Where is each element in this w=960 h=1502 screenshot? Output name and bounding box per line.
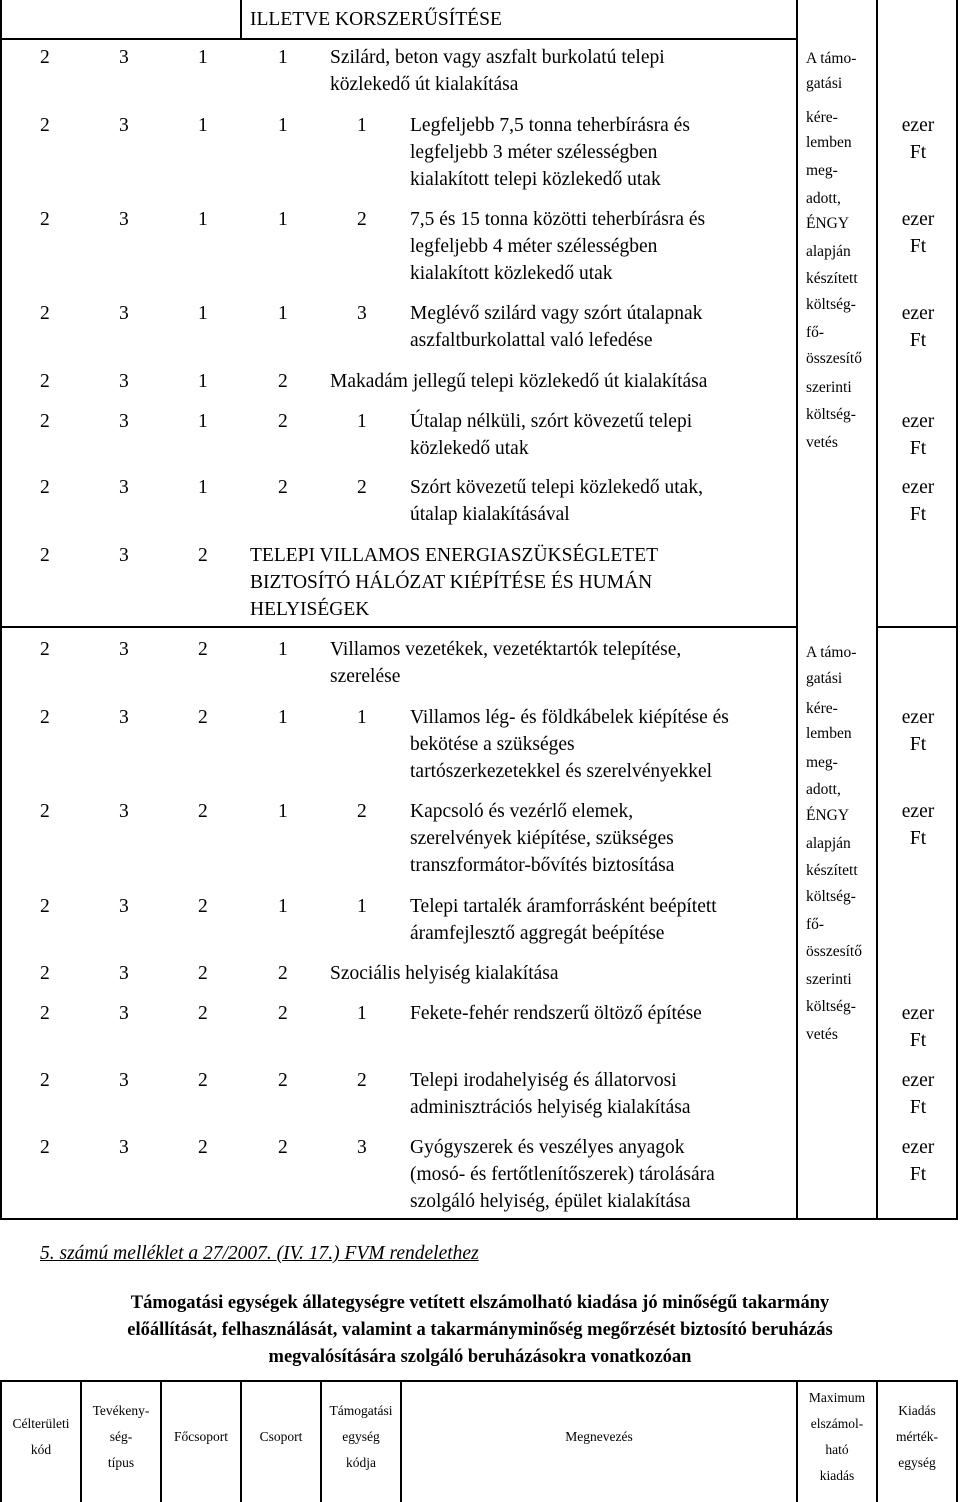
note-line: szerinti <box>806 971 852 988</box>
note-line: lemben <box>806 134 852 151</box>
note-line: összesítő <box>806 943 862 960</box>
code-digit: 2 <box>198 1137 208 1158</box>
header-text: Tevékeny- <box>92 1403 150 1418</box>
code-digit: 2 <box>40 545 50 566</box>
block1-left-border <box>0 0 2 628</box>
code-digit: 3 <box>119 1003 129 1024</box>
header-text: egység <box>898 1455 936 1470</box>
unit-label: ezer <box>901 303 935 324</box>
code-digit: 1 <box>357 411 367 432</box>
block1-divider-c <box>876 0 878 628</box>
unit-label: Ft <box>909 1030 927 1051</box>
code-digit: 2 <box>278 1137 288 1158</box>
code-digit: 1 <box>278 303 288 324</box>
code-digit: 1 <box>198 47 208 68</box>
row-text-line: Útalap nélküli, szórt kövezetű telepi <box>410 411 693 432</box>
row-text-line: közlekedő utak <box>410 438 529 459</box>
code-digit: 2 <box>198 963 208 984</box>
unit-label: ezer <box>901 1137 935 1158</box>
row-text-line: kialakított telepi közlekedő utak <box>410 169 661 190</box>
code-digit: 3 <box>119 303 129 324</box>
row-text-line: (mosó- és fertőtlenítőszerek) tárolására <box>410 1164 715 1185</box>
code-digit: 3 <box>119 477 129 498</box>
unit-label: ezer <box>901 411 935 432</box>
code-digit: 3 <box>119 371 129 392</box>
header-text: Célterületi <box>12 1416 70 1431</box>
row-text-line: legfeljebb 4 méter szélességben <box>410 236 658 257</box>
row-text-line: szolgáló helyiség, épület kialakítása <box>410 1191 691 1212</box>
row-text-line: Meglévő szilárd vagy szórt útalapnak <box>410 303 703 324</box>
row-text-line: Makadám jellegű telepi közlekedő út kialakítása <box>330 371 708 392</box>
code-digit: 2 <box>357 477 367 498</box>
row-text-line: áramfejlesztő aggregát beépítése <box>410 923 665 944</box>
code-digit: 2 <box>40 707 50 728</box>
row-text-line: adminisztrációs helyiség kialakítása <box>410 1097 691 1118</box>
row-text-line: BIZTOSÍTÓ HÁLÓZAT KIÉPÍTÉSE ÉS HUMÁN <box>250 572 653 593</box>
row-text-line: útalap kialakításával <box>410 504 570 525</box>
row-text-line: transzformátor-bővítés biztosítása <box>410 855 675 876</box>
row-text-line: közlekedő út kialakítása <box>330 74 519 95</box>
code-digit: 1 <box>357 707 367 728</box>
note-line: vetés <box>806 434 838 451</box>
block2-right-border <box>956 626 958 1220</box>
code-digit: 1 <box>198 115 208 136</box>
header-text: Csoport <box>259 1429 303 1444</box>
code-digit: 1 <box>278 896 288 917</box>
code-digit: 1 <box>278 209 288 230</box>
header-text: egység <box>342 1429 380 1444</box>
code-digit: 3 <box>119 707 129 728</box>
unit-label: Ft <box>909 504 927 525</box>
code-digit: 2 <box>40 303 50 324</box>
code-digit: 3 <box>357 303 367 324</box>
unit-label: Ft <box>909 438 927 459</box>
row-text-line: Villamos lég- és földkábelek kiépítése és <box>410 707 729 728</box>
code-digit: 1 <box>198 371 208 392</box>
code-digit: 2 <box>40 1003 50 1024</box>
code-digit: 2 <box>40 371 50 392</box>
row-text-line: Szociális helyiség kialakítása <box>330 963 559 984</box>
code-digit: 3 <box>119 209 129 230</box>
block1-divider-a <box>240 0 242 40</box>
row-text-line: legfeljebb 3 méter szélességben <box>410 142 658 163</box>
annex-title-line: megvalósítására szolgáló beruházásokra vonatkozóan <box>268 1347 692 1367</box>
row-text-line: bekötése a szükséges <box>410 734 575 755</box>
note-line: költség- <box>806 888 856 905</box>
code-digit: 2 <box>278 371 288 392</box>
code-digit: 1 <box>278 115 288 136</box>
header-text: ható <box>825 1442 849 1457</box>
code-digit: 1 <box>198 303 208 324</box>
code-digit: 2 <box>198 1070 208 1091</box>
code-digit: 1 <box>357 115 367 136</box>
unit-label: Ft <box>909 1097 927 1118</box>
code-digit: 2 <box>198 896 208 917</box>
unit-label: ezer <box>901 801 935 822</box>
note-line: készített <box>806 270 858 287</box>
code-digit: 1 <box>198 477 208 498</box>
code-digit: 2 <box>40 1137 50 1158</box>
code-digit: 1 <box>198 209 208 230</box>
note-line: költség- <box>806 296 856 313</box>
note-line: készített <box>806 862 858 879</box>
note-line: A támo- <box>806 50 857 67</box>
code-digit: 1 <box>278 801 288 822</box>
row-text-line: Szórt kövezetű telepi közlekedő utak, <box>410 477 703 498</box>
code-digit: 3 <box>119 801 129 822</box>
unit-label: Ft <box>909 236 927 257</box>
annex-title-line: Támogatási egységek állategységre vetített elszámolható kiadása jó minőségű takarmány <box>130 1293 830 1313</box>
row-text-line: tartószerkezetekkel és szerelvényekkel <box>410 761 713 782</box>
unit-label: Ft <box>909 1164 927 1185</box>
header-text: mérték- <box>896 1429 938 1444</box>
code-digit: 2 <box>40 801 50 822</box>
code-digit: 2 <box>357 209 367 230</box>
code-digit: 2 <box>278 1003 288 1024</box>
code-digit: 1 <box>278 707 288 728</box>
code-digit: 2 <box>198 545 208 566</box>
unit-label: Ft <box>909 330 927 351</box>
note-line: ÉNGY <box>806 215 850 232</box>
code-digit: 1 <box>198 411 208 432</box>
header-col-border <box>956 1380 958 1502</box>
note-line: ÉNGY <box>806 807 850 824</box>
note-line: lemben <box>806 725 852 742</box>
code-digit: 1 <box>357 896 367 917</box>
code-digit: 3 <box>119 1070 129 1091</box>
header-text: típus <box>107 1455 135 1470</box>
code-digit: 2 <box>278 963 288 984</box>
note-line: meg- <box>806 162 838 179</box>
code-digit: 2 <box>357 1070 367 1091</box>
note-line: fő- <box>806 916 825 933</box>
header-table-top <box>0 1380 958 1382</box>
row-text-line: Gyógyszerek és veszélyes anyagok <box>410 1137 685 1158</box>
code-digit: 1 <box>278 47 288 68</box>
note-line: vetés <box>806 1026 838 1043</box>
note-line: A támo- <box>806 644 857 661</box>
code-digit: 2 <box>40 1070 50 1091</box>
block1-right-border <box>956 0 958 628</box>
code-digit: 2 <box>40 639 50 660</box>
header-text: Maximum <box>808 1390 866 1405</box>
code-digit: 2 <box>357 801 367 822</box>
annex-reference: 5. számú melléklet a 27/2007. (IV. 17.) FVM rendelethez <box>40 1243 479 1264</box>
row-text-line: Szilárd, beton vagy aszfalt burkolatú telepi <box>330 47 665 68</box>
row-text-line: szerelése <box>330 666 401 687</box>
header-text: elszámol- <box>810 1416 864 1431</box>
unit-label: Ft <box>909 142 927 163</box>
code-digit: 2 <box>278 411 288 432</box>
header-text: ség- <box>109 1429 133 1444</box>
row-text-line: 7,5 és 15 tonna közötti teherbírásra és <box>410 209 706 230</box>
note-line: adott, <box>806 781 841 798</box>
unit-label: ezer <box>901 1070 935 1091</box>
row-text-line: Legfeljebb 7,5 tonna teherbírásra és <box>410 115 690 136</box>
row-text-line: Telepi irodahelyiség és állatorvosi <box>410 1070 677 1091</box>
row-text-line: Kapcsoló és vezérlő elemek, <box>410 801 634 822</box>
code-digit: 2 <box>40 896 50 917</box>
code-digit: 3 <box>119 411 129 432</box>
header-text: Támogatási <box>329 1403 393 1418</box>
header-text: Kiadás <box>898 1403 936 1418</box>
header-text: kiadás <box>819 1468 855 1483</box>
code-digit: 2 <box>198 639 208 660</box>
row-text-line: Telepi tartalék áramforrásként beépített <box>410 896 717 917</box>
note-line: fő- <box>806 324 825 341</box>
row-text-line: HELYISÉGEK <box>250 599 370 620</box>
unit-label: Ft <box>909 828 927 849</box>
code-digit: 2 <box>40 963 50 984</box>
annex-title-line: előállítását, felhasználását, valamint a takarmányminőség megőrzését biztosító beruházás <box>127 1320 833 1340</box>
code-digit: 3 <box>357 1137 367 1158</box>
code-digit: 2 <box>198 707 208 728</box>
code-digit: 3 <box>119 47 129 68</box>
note-line: gatási <box>806 670 843 687</box>
code-digit: 2 <box>40 411 50 432</box>
note-line: gatási <box>806 75 843 92</box>
code-digit: 2 <box>40 115 50 136</box>
row-text-line: szerelvények kiépítése, szükséges <box>410 828 674 849</box>
code-digit: 3 <box>119 896 129 917</box>
block2-divider-b <box>796 626 798 1220</box>
block1-divider-b <box>796 0 798 628</box>
note-line: meg- <box>806 754 838 771</box>
code-digit: 2 <box>278 477 288 498</box>
block2-rule-bottom <box>0 1218 958 1220</box>
header-text: kód <box>30 1442 52 1457</box>
block1-rule-top <box>0 38 798 40</box>
block1-rule-right <box>876 626 958 628</box>
row-text-line: aszfaltburkolattal való lefedése <box>410 330 653 351</box>
code-digit: 3 <box>119 963 129 984</box>
block1-heading-tail: ILLETVE KORSZERŰSÍTÉSE <box>250 9 502 30</box>
block2-left-border <box>0 626 2 1220</box>
code-digit: 2 <box>40 47 50 68</box>
code-digit: 2 <box>198 801 208 822</box>
note-line: összesítő <box>806 350 862 367</box>
code-digit: 1 <box>357 1003 367 1024</box>
unit-label: ezer <box>901 1003 935 1024</box>
unit-label: Ft <box>909 734 927 755</box>
code-digit: 3 <box>119 639 129 660</box>
block1-rule-bottom <box>0 626 798 628</box>
code-digit: 2 <box>278 1070 288 1091</box>
code-digit: 3 <box>119 115 129 136</box>
block2-divider-c <box>876 626 878 1220</box>
header-text: Megnevezés <box>565 1429 633 1444</box>
code-digit: 3 <box>119 1137 129 1158</box>
code-digit: 2 <box>40 477 50 498</box>
header-text: Főcsoport <box>174 1429 228 1444</box>
unit-label: ezer <box>901 707 935 728</box>
code-digit: 2 <box>198 1003 208 1024</box>
note-line: kére- <box>806 109 838 126</box>
code-digit: 3 <box>119 545 129 566</box>
unit-label: ezer <box>901 115 935 136</box>
note-line: költség- <box>806 406 856 423</box>
row-text-line: Villamos vezetékek, vezetéktartók telepítése, <box>330 639 682 660</box>
note-line: alapján <box>806 835 851 852</box>
unit-label: ezer <box>901 477 935 498</box>
note-line: költség- <box>806 998 856 1015</box>
note-line: szerinti <box>806 379 852 396</box>
note-line: adott, <box>806 190 841 207</box>
note-line: kére- <box>806 700 838 717</box>
row-text-line: TELEPI VILLAMOS ENERGIASZÜKSÉGLETET <box>250 545 659 566</box>
unit-label: ezer <box>901 209 935 230</box>
row-text-line: Fekete-fehér rendszerű öltöző építése <box>410 1003 702 1024</box>
code-digit: 2 <box>40 209 50 230</box>
code-digit: 1 <box>278 639 288 660</box>
note-line: alapján <box>806 243 851 260</box>
header-text: kódja <box>346 1455 376 1470</box>
row-text-line: kialakított közlekedő utak <box>410 263 613 284</box>
